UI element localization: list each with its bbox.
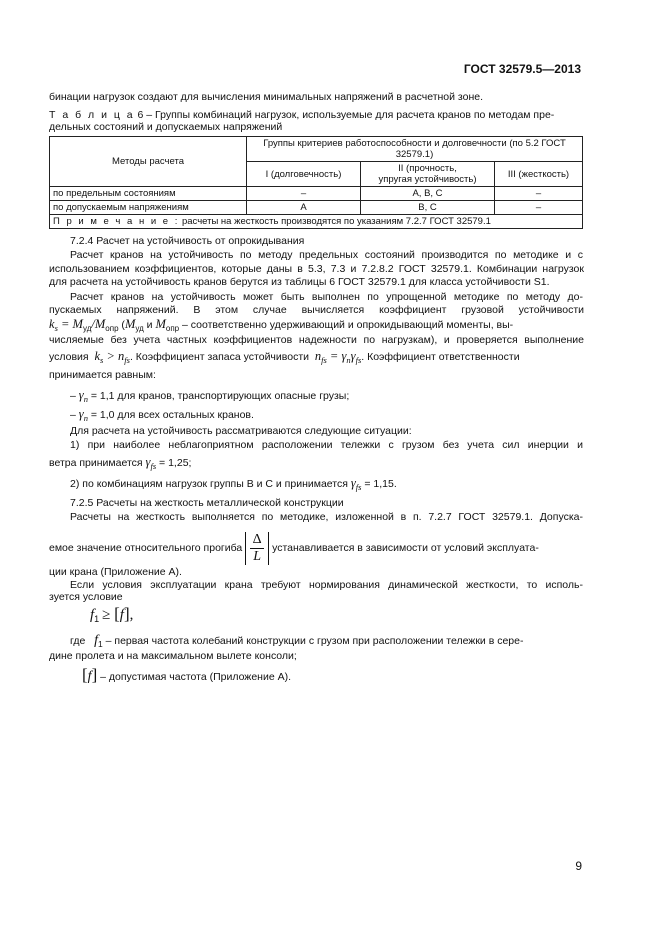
s724-p2-line3: $k_s = M_{уд}/M_{опр}$ ($M_{уд}$ и $M_{опр}$ – соответственно удерживающий и опрокидывающий моменты, вы- (49, 317, 514, 333)
s725-where-tail: – первая частота колебаний конструкции с грузом при расположении тележки в сере- (102, 635, 524, 647)
row-g3: – (495, 187, 583, 201)
s724-s2-tail: = 1,15. (361, 478, 397, 490)
formula-f1-condition: $f_1 \ge [f]$, (90, 604, 134, 624)
formula-f1: $f_1$ (94, 633, 103, 649)
s724-p2-line5 (49, 350, 584, 367)
col-groups-line1: Группы критериев работоспособности и долговечности (по 5.2 ГОСТ (263, 138, 566, 149)
s725-p2 (49, 532, 584, 565)
row-g2: B, C (361, 201, 495, 215)
col-methods-header: Методы расчета (50, 137, 247, 187)
s724-p2-line3-tail: – соответственно удерживающий и опрокидывающий моменты, вы- (179, 319, 514, 331)
table-row (50, 201, 583, 215)
table-caption-rest: 6 – Группы комбинаций нагрузок, используемые для расчета кранов по методам пре- (134, 109, 555, 121)
list-item: – $\gamma_n = 1,1$ для кранов, транспортирующих опасные грузы; (70, 388, 350, 404)
formula-nfs: $n_{fs} = \gamma_n\gamma_{fs}$ (314, 349, 362, 365)
formula-gamma-fs: $\gamma_{fs}$ (145, 455, 157, 471)
formula-deflection: $\frac{\Delta}{L}$ (245, 532, 269, 565)
s724-p2-line5-mid: . Коэффициент запаса устойчивости (129, 351, 309, 363)
s725-allowed: [f] – допустимая частота (Приложение А). (82, 665, 292, 684)
s724-p2-line6: принимается равным: (49, 369, 156, 381)
s725-where-line1 (70, 634, 583, 651)
s724-p1-line2: использованием коэффициентов, которые даны в 5.3, 7.3 и 7.2.8.2 ГОСТ 32579.1. Комбинации нагрузок (49, 263, 584, 275)
s724-s1-line1: 1) при наиболее неблагоприятном расположении тележки с грузом без учета сил инерции и (70, 439, 583, 451)
s724-s1-line2-head: ветра принимается (49, 457, 143, 469)
s725-p3: ции крана (Приложение А). (49, 566, 182, 578)
table-row (50, 187, 583, 201)
s724-s2 (70, 477, 397, 494)
col-groups-line2: 32579.1) (395, 149, 434, 160)
s725-p4-line1: Если условия эксплуатации крана требуют нормирования динамической жесткости, то исполь- (70, 579, 583, 591)
s725-allowed-text: – допустимая частота (Приложение А). (97, 671, 292, 683)
formula-gamma-n: $\gamma_n$ (78, 407, 88, 423)
list-item-text: = 1,1 для кранов, транспортирующих опасные грузы; (87, 390, 350, 402)
formula-gamma-fs: $\gamma_{fs}$ (350, 476, 362, 492)
page-number: 9 (575, 859, 582, 873)
formula-mud: $M_{уд}$ (124, 317, 144, 333)
s725-p2-tail: устанавливается в зависимости от условий эксплуата- (272, 542, 539, 554)
section-725-heading: 7.2.5 Расчеты на жесткость металлической конструкции (70, 497, 344, 509)
s724-p3: Для расчета на устойчивость рассматриваются следующие ситуации: (70, 425, 412, 437)
formula-ks: $k_s = M_{уд}/M_{опр}$ (49, 317, 119, 333)
subcol-1: I (долговечность) (247, 162, 361, 187)
load-groups-table (49, 136, 583, 229)
s724-p2-line2: пускаемых напряжений. В этом случае вычисляется коэффициент грузовой устойчивости (49, 304, 584, 316)
row-g3: – (495, 201, 583, 215)
intro-text: бинации нагрузок создают для вычисления минимальных напряжений в расчетной зоне. (49, 91, 484, 103)
s724-s1-line2-tail: = 1,25; (156, 457, 192, 469)
row-g1: A (247, 201, 361, 215)
s724-p1-line1: Расчет кранов на устойчивость по методу предельных состояний производится по методике и с (70, 249, 583, 261)
standard-header: ГОСТ 32579.5—2013 (463, 62, 581, 76)
subcol-2-line2: упругая устойчивость) (378, 174, 477, 185)
row-method: по предельным состояниям (50, 187, 247, 201)
s725-where-line2: дине пролета и на максимальном вылете консоли; (49, 650, 297, 662)
s724-s1-line2 (49, 456, 191, 473)
formula-f-allowed: [ (82, 665, 88, 684)
list-item-text: = 1,0 для всех остальных кранов. (87, 409, 254, 421)
s725-p1: Расчеты на жесткость выполняется по методике, изложенной в п. 7.2.7 ГОСТ 32579.1. Допуска- (70, 511, 583, 523)
row-method: по допускаемым напряжениям (50, 201, 247, 215)
s724-s2-head: 2) по комбинациям нагрузок группы B и C и принимается (70, 478, 348, 490)
formula-ks-gt-nfs: $k_s > n_{fs}$ (94, 349, 130, 365)
section-724-heading: 7.2.4 Расчет на устойчивость от опрокидывания (70, 235, 305, 247)
list-item: – $\gamma_n = 1,0$ для всех остальных кранов. (70, 407, 254, 423)
subcol-2 (361, 162, 495, 187)
s725-where-head: где (70, 635, 86, 647)
table-caption-line2: дельных состояний и допускаемых напряжений (49, 121, 283, 133)
formula-gamma-n: $\gamma_n$ (78, 388, 88, 404)
s724-p2-line4: числяемые без учета частных коэффициентов надежности по нагрузкам), и проверяется выполнение (49, 334, 584, 346)
formula-mopr: $M_{опр}$ (155, 317, 180, 333)
row-g1: – (247, 187, 361, 201)
s725-p2-head: емое значение относительного прогиба (49, 542, 243, 554)
s724-p1-line3: для расчета на устойчивость кранов берутся из таблицы 6 ГОСТ 32579.1 для класса устойчивости S1. (49, 276, 550, 288)
table-note-rest: расчеты на жесткость производятся по указаниям 7.2.7 ГОСТ 32579.1 (179, 216, 491, 227)
table-note (50, 215, 583, 229)
col-groups-header (247, 137, 583, 162)
s725-p4-line2: зуется условие (49, 591, 123, 603)
row-g2: A, B, C (361, 187, 495, 201)
s724-p2-line5-head: условия (49, 351, 89, 363)
s724-p2-line1: Расчет кранов на устойчивость может быть выполнен по упрощенной методике по методу до- (70, 291, 583, 303)
table-caption-word: Т а б л и ц а (49, 109, 135, 121)
s724-p2-line5-tail: . Коэффициент ответственности (361, 351, 520, 363)
subcol-3: III (жесткость) (495, 162, 583, 187)
subcol-2-line1: II (прочность, (398, 163, 457, 174)
table-note-word: П р и м е ч а н и е : (53, 216, 180, 227)
